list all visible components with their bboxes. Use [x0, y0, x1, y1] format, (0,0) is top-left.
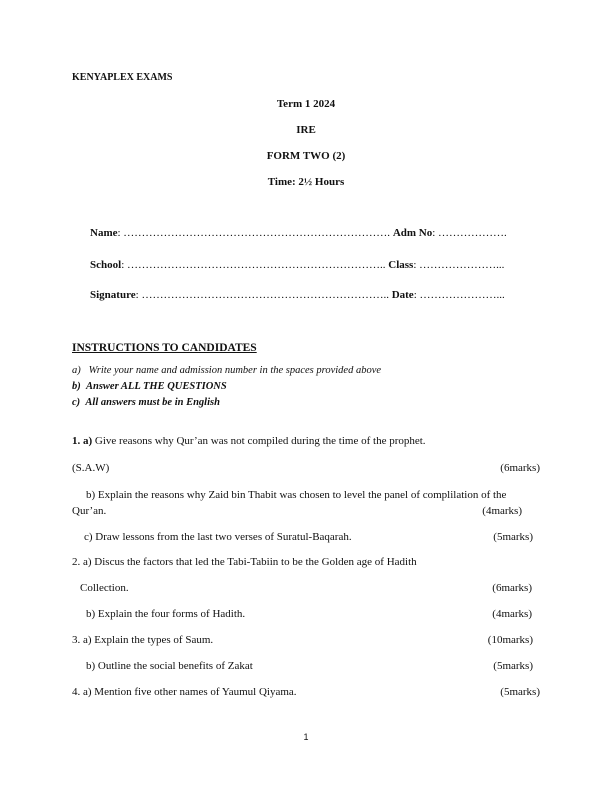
- adm-label: Adm No: [392, 227, 433, 239]
- class-label: Class: [388, 259, 414, 271]
- school-blank: : ……………………………………………………………..: [121, 259, 386, 271]
- subject: IRE: [296, 124, 316, 136]
- school-label: School: [90, 259, 122, 271]
- question-4a: 4. a) Mention five other names of Yaumul Qiyama.: [72, 686, 297, 698]
- question-1b: b) Explain the reasons why Zaid bin Thabit was chosen to level the panel of complilation of the: [86, 489, 507, 501]
- term: Term 1 2024: [276, 98, 336, 110]
- adm-blank: : ……………….: [432, 227, 507, 239]
- question-marks: (4marks): [492, 608, 532, 620]
- instruction-item: a) Write your name and admission number in the spaces provided above: [72, 365, 382, 376]
- question-3b: b) Outline the social benefits of Zakat: [86, 660, 253, 672]
- question-2b: b) Explain the four forms of Hadith.: [86, 608, 246, 620]
- instructions-title: INSTRUCTIONS TO CANDIDATES: [72, 342, 257, 354]
- question-1c: c) Draw lessons from the last two verses of Suratul-Baqarah.: [84, 531, 352, 543]
- signature-field[interactable]: [90, 288, 505, 302]
- question-marks: (5marks): [500, 686, 540, 698]
- page-number: 1: [303, 732, 309, 742]
- question-marks: (6marks): [492, 582, 532, 594]
- instruction-item: c) All answers must be in English: [72, 397, 220, 408]
- question-marks: (5marks): [493, 531, 533, 543]
- question-3a: 3. a) Explain the types of Saum.: [72, 634, 214, 646]
- name-blank: : ……………………………………………………………….: [117, 227, 391, 239]
- question-1a: 1. a) Give reasons why Qur’an was not compiled during the time of the prophet.: [72, 435, 426, 447]
- org-name: KENYAPLEX EXAMS: [72, 72, 173, 83]
- question-marks: (10marks): [487, 634, 533, 646]
- instruction-item: b) Answer ALL THE QUESTIONS: [72, 381, 227, 392]
- question-marks: (4marks): [482, 505, 522, 517]
- signature-blank: : …………………………………………………………..: [135, 289, 389, 301]
- question-marks: (5marks): [493, 660, 533, 672]
- class-blank: : …………………...: [413, 259, 505, 271]
- question-2a: 2. a) Discus the factors that led the Tabi-Tabiin to be the Golden age of Hadith: [72, 556, 417, 568]
- form: FORM TWO (2): [266, 150, 346, 162]
- signature-label: Signature: [90, 289, 136, 301]
- school-field[interactable]: [90, 258, 504, 272]
- question-marks: (6marks): [500, 462, 540, 474]
- question-text: Collection.: [80, 582, 129, 594]
- question-text: (S.A.W): [72, 462, 110, 474]
- date-label: Date: [391, 289, 414, 301]
- name-label: Name: [90, 227, 118, 239]
- question-text: Qur’an.: [72, 505, 107, 517]
- date-blank: : …………………...: [413, 289, 505, 301]
- time: Time: 2½ Hours: [267, 176, 345, 188]
- name-field[interactable]: [90, 226, 507, 240]
